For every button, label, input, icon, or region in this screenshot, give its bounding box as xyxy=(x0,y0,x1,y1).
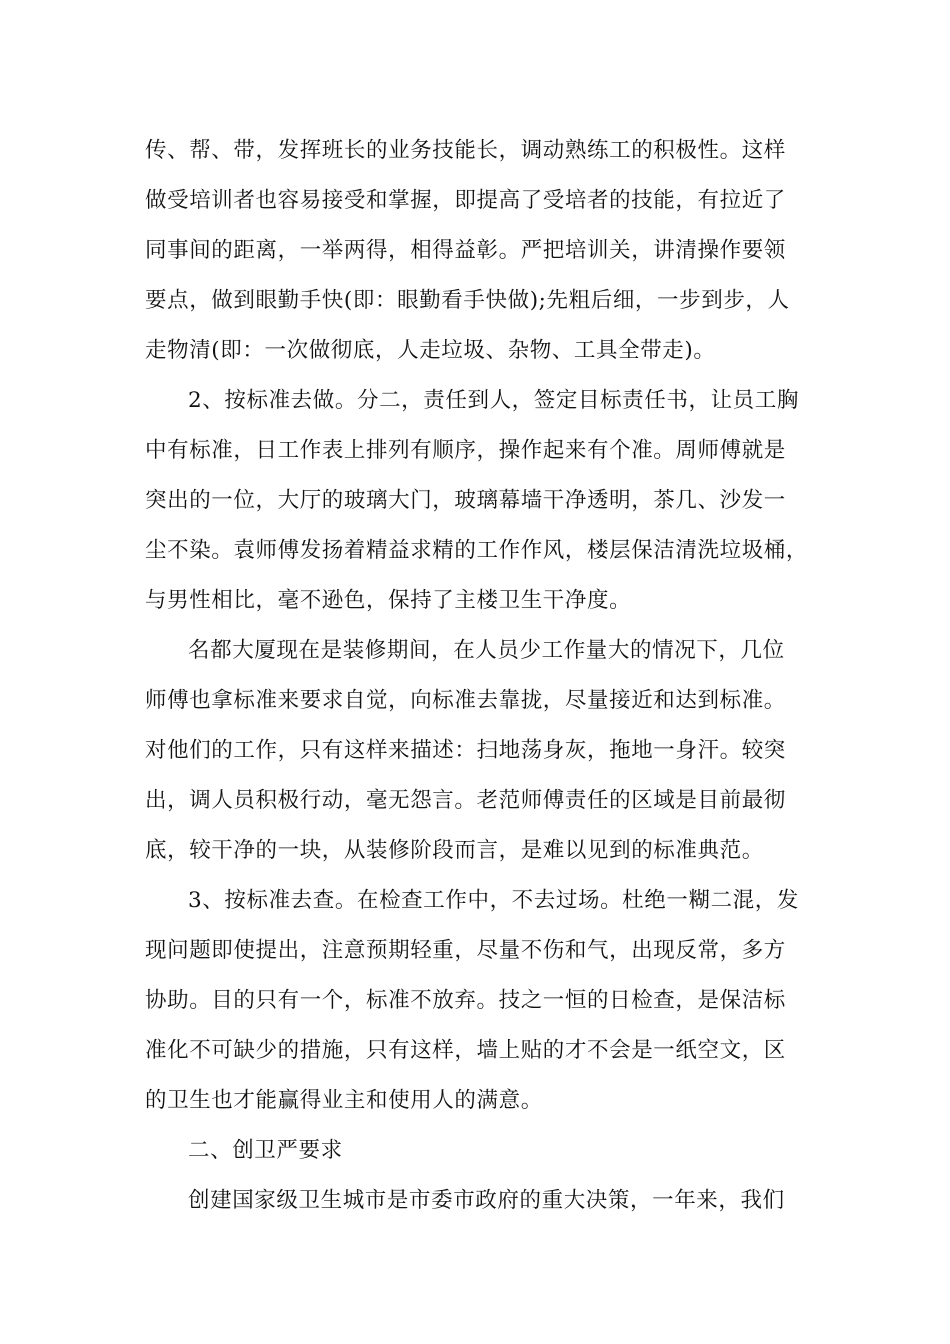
text-line: 准化不可缺少的措施，只有这样，墙上贴的才不会是一纸空文，区 xyxy=(145,1038,786,1063)
paragraph-start-line: 创建国家级卫生城市是市委市政府的重大决策，一年来，我们 xyxy=(188,1188,785,1213)
text-line: 底，较干净的一块，从装修阶段而言，是难以见到的标准典范。 xyxy=(145,838,764,863)
text-line: 师傅也拿标准来要求自觉，向标准去靠拢，尽量接近和达到标准。 xyxy=(145,688,786,713)
text-line: 出，调人员积极行动，毫无怨言。老范师傅责任的区域是目前最彻 xyxy=(145,788,786,813)
text-line: 走物清(即：一次做彻底，人走垃圾、杂物、工具全带走)。 xyxy=(145,338,716,363)
text-line: 传、帮、带，发挥班长的业务技能长，调动熟练工的积极性。这样 xyxy=(145,138,786,163)
paragraph-start-line: 3、按标准去查。在检查工作中，不去过场。杜绝一糊二混，发 xyxy=(188,888,799,913)
text-line: 同事间的距离，一举两得，相得益彰。严把培训关，讲清操作要领 xyxy=(145,238,786,263)
text-line: 突出的一位，大厅的玻璃大门，玻璃幕墙干净透明，茶几、沙发一 xyxy=(145,488,786,513)
text-line: 与男性相比，毫不逊色，保持了主楼卫生干净度。 xyxy=(145,588,632,613)
text-line: 尘不染。袁师傅发扬着精益求精的工作作风，楼层保洁清洗垃圾桶， xyxy=(145,538,809,563)
text-line: 对他们的工作，只有这样来描述：扫地荡身灰，拖地一身汗。较突 xyxy=(145,738,786,763)
section-heading: 二、创卫严要求 xyxy=(188,1138,343,1163)
text-line: 中有标准，日工作表上排列有顺序，操作起来有个准。周师傅就是 xyxy=(145,438,786,463)
text-line: 现问题即使提出，注意预期轻重，尽量不伤和气，出现反常，多方 xyxy=(145,938,786,963)
paragraph-start-line: 2、按标准去做。分二，责任到人，签定目标责任书，让员工胸 xyxy=(188,388,799,413)
text-line: 做受培训者也容易接受和掌握，即提高了受培者的技能，有拉近了 xyxy=(145,188,786,213)
paragraph-start-line: 名都大厦现在是装修期间，在人员少工作量大的情况下，几位 xyxy=(188,638,785,663)
text-line: 的卫生也才能赢得业主和使用人的满意。 xyxy=(145,1088,543,1113)
text-line: 协助。目的只有一个，标准不放弃。技之一恒的日检查，是保洁标 xyxy=(145,988,786,1013)
text-line: 要点，做到眼勤手快(即：眼勤看手快做);先粗后细，一步到步，人 xyxy=(145,288,790,313)
